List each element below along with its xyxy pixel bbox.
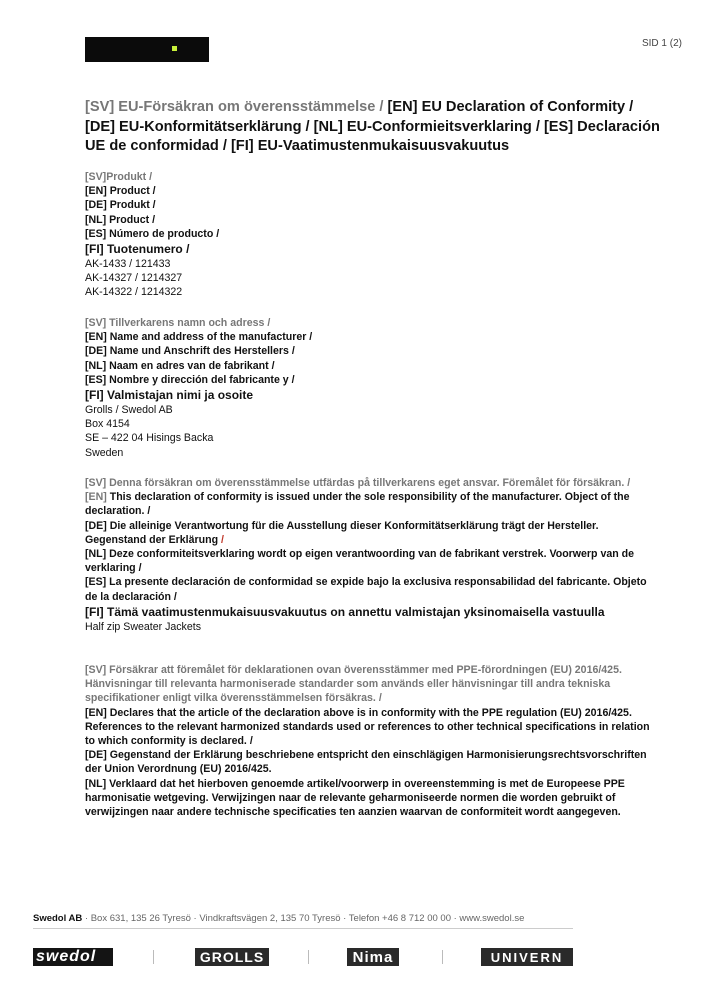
- product-number: AK-1433 / 121433: [85, 258, 171, 271]
- product-number: AK-14327 / 1214327: [85, 272, 183, 285]
- manufacturer-label-fi: [FI] Valmistajan nimi ja osoite: [85, 388, 254, 403]
- footer-company: Swedol AB: [33, 913, 83, 924]
- responsibility-fi: [FI] Tämä vaatimustenmukaisuusvakuutus on annettu valmistajan yksinomaisella vastuulla: [85, 604, 605, 619]
- conformity-sv: [SV] Försäkrar att föremålet för deklarationen ovan överensstämmer med PPE-förordningen (EU) 2016/425. Hänvisningar till relevanta harmoniserade standarder som används eller hänvisningar till andra tekniska specifikationer enligt vilka överensstämmelsen försäkras. /: [85, 664, 622, 705]
- brand-separator: [308, 950, 309, 964]
- manufacturer-label-en: [EN] Name and address of the manufacturer /: [85, 331, 313, 344]
- responsibility-nl: [NL] Deze conformiteitsverklaring wordt op eigen verantwoording van de fabrikant verstrek. Voorwerp van de verklaring /: [85, 548, 635, 575]
- responsibility-de-text: [DE] Die alleinige Verantwortung für die Ausstellung dieser Konformitätserklärung trägt der Hersteller. Gegenstand der Erklärung: [85, 519, 599, 546]
- conformity-en: [EN] Declares that the article of the declaration above is in conformity with the PPE regulation (EU) 2016/425. References to the relevant harmonized standards used or references to other technical specifications in relation to which conformity is declared. /: [85, 706, 650, 748]
- manufacturer-section: [85, 316, 650, 460]
- responsibility-en-text: This declaration of conformity is issued under the sole responsibility of the manufacturer. Object of the declaration. /: [85, 491, 630, 518]
- grolls-logo: GROLLS: [195, 948, 269, 966]
- manufacturer-label-sv: [SV] Tillverkarens namn och adress /: [85, 317, 271, 329]
- responsibility-en-tag: [EN]: [85, 491, 107, 504]
- object-of-declaration: Half zip Sweater Jackets: [85, 620, 201, 633]
- univern-logo: UNIVERN: [481, 948, 573, 966]
- brand-separator: [153, 950, 154, 964]
- product-label-de: [DE] Produkt /: [85, 199, 156, 212]
- product-section: [85, 170, 650, 300]
- footer-contact: [33, 913, 524, 924]
- responsibility-sv: [SV] Denna försäkran om överensstämmelse utfärdas på tillverkarens eget ansvar. Föremålet för försäkran. /: [85, 477, 631, 489]
- page-indicator: SID 1 (2): [641, 38, 682, 49]
- responsibility-de-slash: /: [218, 533, 224, 546]
- brand-separator: [442, 950, 443, 964]
- product-label-fi: [FI] Tuotenumero /: [85, 242, 190, 257]
- product-label-es: [ES] Número de producto /: [85, 227, 220, 240]
- responsibility-es: [ES] La presente declaración de conformidad se expide bajo la exclusiva responsabilidad del fabricante. Objeto de la declaración /: [85, 576, 647, 603]
- swedol-logo: swedol: [33, 948, 113, 966]
- title-other-languages: [EN] EU Declaration of Conformity / [DE] EU-Konformitätserklärung / [NL] EU-Conformieitsverklaring / [ES] Declaración UE de conformidad / [FI] EU-Vaatimustenmukaisuusvakuutus: [85, 99, 660, 154]
- title-sv: [SV] EU-Försäkran om överensstämmelse /: [85, 99, 388, 115]
- product-label-nl: [NL] Product /: [85, 213, 156, 226]
- product-label-sv: [SV]Produkt /: [85, 171, 153, 183]
- nima-logo: Nima: [347, 948, 399, 966]
- address-line: Sweden: [85, 446, 124, 459]
- conformity-section: [85, 663, 650, 819]
- footer-divider: [33, 928, 573, 929]
- document-title: [85, 98, 665, 157]
- footer-details: · Box 631, 135 26 Tyresö · Vindkraftsvägen 2, 135 70 Tyresö · Telefon +46 8 712 00 00 · www.swedol.se: [82, 913, 525, 924]
- responsibility-de: [85, 519, 650, 547]
- manufacturer-label-nl: [NL] Naam en adres van de fabrikant /: [85, 359, 275, 372]
- address-line: Box 4154: [85, 418, 130, 431]
- company-logo: [85, 37, 209, 62]
- address-line: Grolls / Swedol AB: [85, 404, 173, 417]
- product-label-en: [EN] Product /: [85, 185, 156, 198]
- manufacturer-label-de: [DE] Name und Anschrift des Herstellers /: [85, 345, 295, 358]
- logo-accent-dot: [172, 46, 177, 51]
- conformity-nl: [NL] Verklaard dat het hierboven genoemde artikel/voorwerp in overeenstemming is met de Europeese PPE harmonisatie wetgeving. Verwijzingen naar de relevante geharmoniseerde normen die worden gebruikt of verwijzingen naar andere technische specificaties ten aanzien waarvan de conformiteit wordt aangegeven.: [85, 777, 625, 819]
- product-number: AK-14322 / 1214322: [85, 286, 183, 299]
- responsibility-en: [85, 490, 650, 518]
- responsibility-section: [85, 476, 650, 634]
- conformity-de: [DE] Gegenstand der Erklärung beschriebene entspricht den einschlägigen Harmonisierungsrechtsvorschriften der Union Verordnung (EU) 2016/425.: [85, 749, 647, 776]
- manufacturer-label-es: [ES] Nombre y dirección del fabricante y /: [85, 373, 295, 386]
- address-line: SE – 422 04 Hisings Backa: [85, 432, 214, 445]
